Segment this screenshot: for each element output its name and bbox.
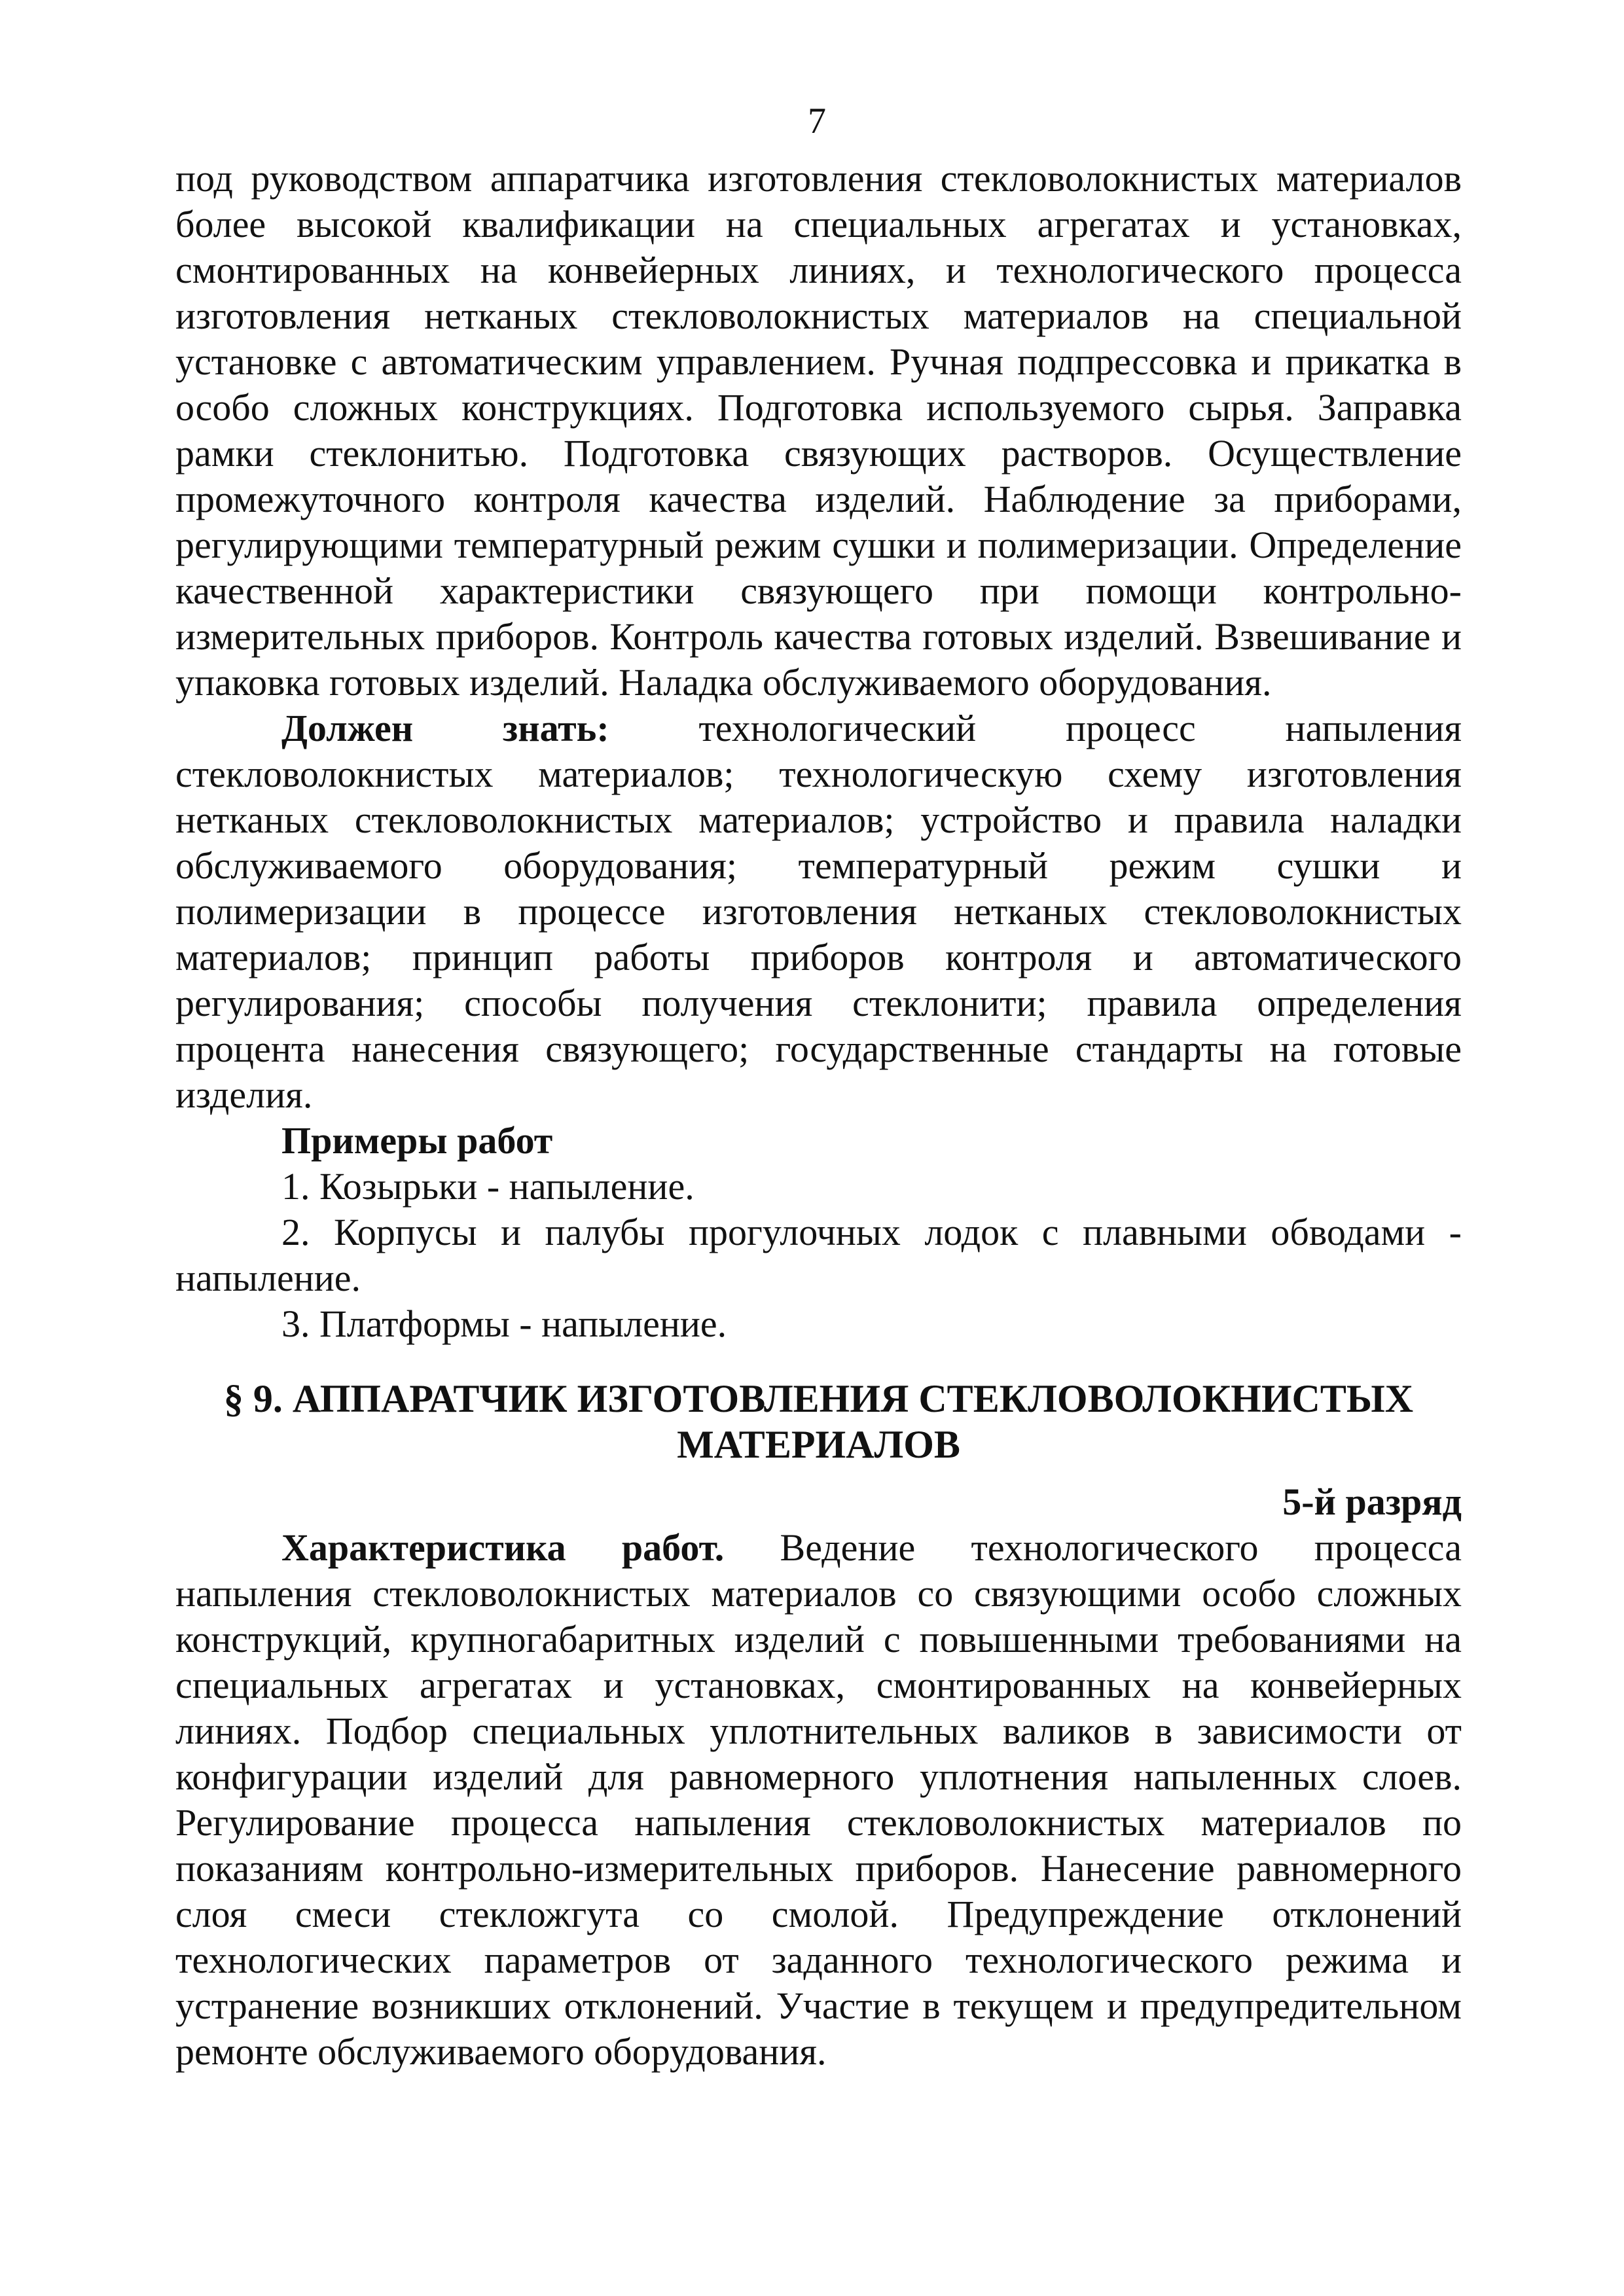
section-heading-line-1: § 9. АППАРАТЧИК ИЗГОТОВЛЕНИЯ СТЕКЛОВОЛОКНИСТЫХ <box>223 1377 1414 1420</box>
example-item-2: 2. Корпусы и палубы прогулочных лодок с плавными обводами - напыление. <box>175 1211 1462 1299</box>
example-item-1: 1. Козырьки - напыление. <box>281 1165 695 1208</box>
page-number: 7 <box>808 101 826 141</box>
examples-title: Примеры работ <box>281 1119 553 1162</box>
example-item-3: 3. Платформы - напыление. <box>281 1302 727 1345</box>
characteristic-label: Характеристика работ. <box>281 1526 725 1569</box>
knowledge-text: технологический процесс напыления стекловолокнистых материалов; технологическую схему изготовления нетканых стекловолокнистых материалов; устройство и правила наладки обслуживаемого оборудования; температурный режим сушки и полимеризации в процессе изготовления нетканых стекловолокнистых материалов; принцип работы приборов контроля и автоматического регулирования; способы получения стеклонити; правила определения процента нанесения связующего; государственные стандарты на готовые изделия. <box>175 707 1462 1116</box>
characteristic-text: Ведение технологического процесса напыления стекловолокнистых материалов со связующими особо сложных конструкций, крупногабаритных изделий с повышенными требованиями на специальных агрегатах и установках, смонтированных на конвейерных линиях. Подбор специальных уплотнительных валиков в зависимости от конфигурации изделий для равномерного уплотнения напыленных слоев. Регулирование процесса напыления стекловолокнистых материалов по показаниям контрольно-измерительных приборов. Нанесение равномерного слоя смеси стекложгута со смолой. Предупреждение отклонений технологических параметров от заданного технологического режима и устранение возникших отклонений. Участие в текущем и предупредительном ремонте обслуживаемого оборудования. <box>175 1526 1462 2073</box>
section-heading <box>175 1376 1462 1467</box>
characteristic-paragraph <box>175 1525 1462 2075</box>
intro-paragraph: под руководством аппаратчика изготовления стекловолокнистых материалов более высокой квалификации на специальных агрегатах и установках, смонтированных на конвейерных линиях, и технологического процесса изготовления нетканых стекловолокнистых материалов на специальной установке с автоматическим управлением. Ручная подпрессовка и прикатка в особо сложных конструкциях. Подготовка используемого сырья. Заправка рамки стеклонитью. Подготовка связующих растворов. Осуществление промежуточного контроля качества изделий. Наблюдение за приборами, регулирующими температурный режим сушки и полимеризации. Определение качественной характеристики связующего при помощи контрольно-измерительных приборов. Контроль качества готовых изделий. Взвешивание и упаковка готовых изделий. Наладка обслуживаемого оборудования. <box>175 157 1462 704</box>
page-content <box>175 156 1462 2075</box>
section-heading-line-2: МАТЕРИАЛОВ <box>677 1423 960 1466</box>
knowledge-label: Должен знать: <box>281 707 609 749</box>
knowledge-paragraph <box>175 706 1462 1118</box>
grade-label: 5-й разряд <box>1282 1480 1462 1523</box>
